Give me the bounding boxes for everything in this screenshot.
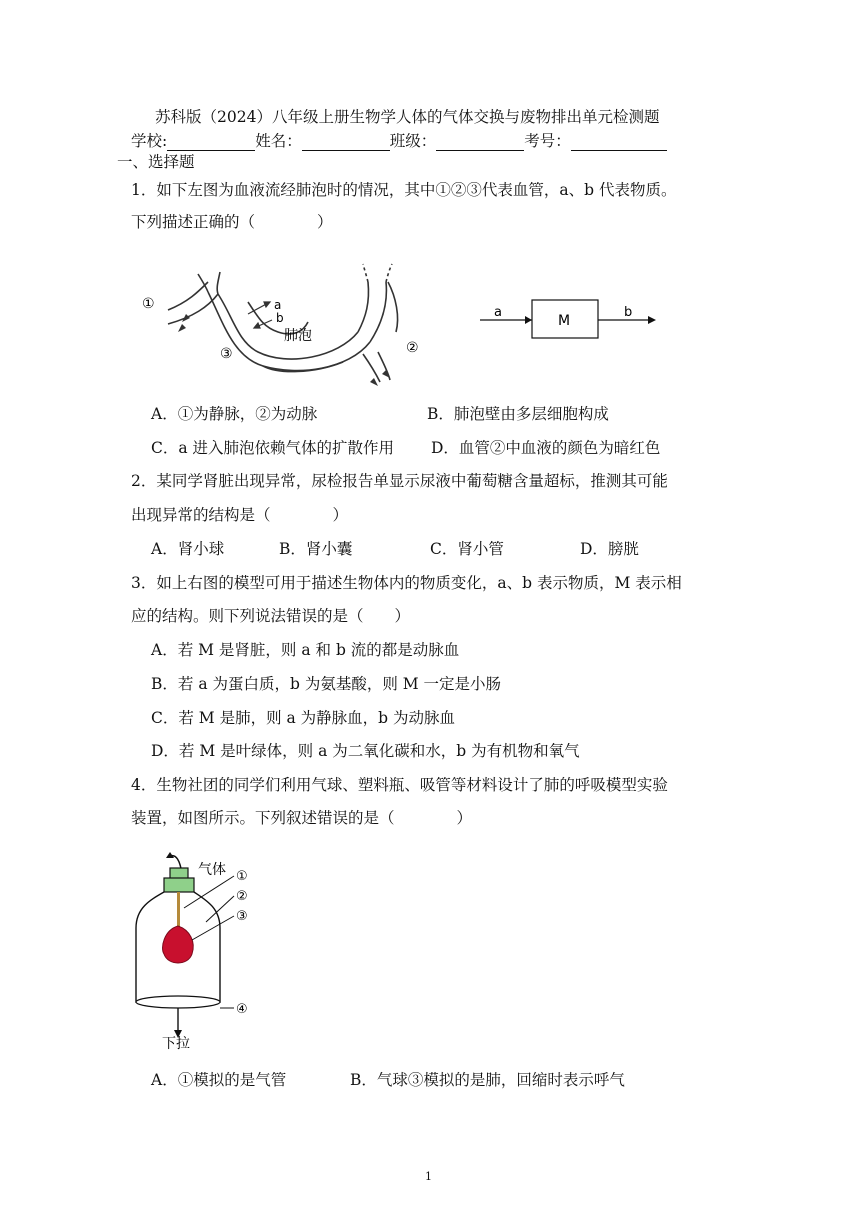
fig4-label-4: ④: [236, 1002, 248, 1017]
fig1-label-1: ①: [142, 296, 155, 312]
model-label-a: a: [494, 305, 502, 320]
q1-stem-line2: 下列描述正确的（ ）: [131, 213, 333, 231]
fig1-label-alveolus: 肺泡: [284, 328, 312, 344]
student-info-row: [131, 131, 667, 151]
q4-option-b: B．气球③模拟的是肺，回缩时表示呼气: [350, 1071, 625, 1089]
fig1-label-b: b: [276, 311, 284, 325]
q4-option-a: A．①模拟的是气管: [151, 1071, 287, 1089]
name-label: 姓名：: [255, 132, 302, 150]
q2-stem-line1: 2．某同学肾脏出现异常，尿检报告单显示尿液中葡萄糖含量超标，推测其可能: [131, 472, 668, 490]
fig4-label-gas: 气体: [198, 862, 226, 878]
fig4-label-pull: 下拉: [162, 1036, 190, 1052]
alveolus-blood-flow-figure: [138, 262, 428, 387]
page-title: 苏科版（2024）八年级上册生物学人体的气体交换与废物排出单元检测题: [155, 108, 660, 126]
fig1-label-a: a: [274, 298, 282, 312]
school-blank[interactable]: [167, 134, 255, 151]
fig4-label-2: ②: [236, 889, 248, 904]
q2-option-c: C．肾小管: [430, 540, 504, 558]
section-heading: 一、选择题: [117, 153, 195, 171]
fig1-label-3: ③: [220, 346, 233, 362]
q3-stem-line1: 3．如上右图的模型可用于描述生物体内的物质变化，a、b 表示物质，M 表示相: [131, 574, 682, 592]
q3-option-c: C．若 M 是肺，则 a 为静脉血，b 为动脉血: [151, 709, 456, 727]
fig4-label-3: ③: [236, 909, 248, 924]
q3-option-d: D．若 M 是叶绿体，则 a 为二氧化碳和水，b 为有机物和氧气: [151, 742, 580, 760]
fig4-label-1: ①: [236, 869, 248, 884]
q2-option-a: A．肾小球: [151, 540, 225, 558]
q2-option-d: D．膀胱: [580, 540, 639, 558]
model-label-b: b: [624, 305, 633, 320]
q3-stem-line2: 应的结构。则下列说法错误的是（ ）: [131, 607, 411, 625]
page-number: 1: [425, 1170, 432, 1183]
q2-option-b: B．肾小囊: [279, 540, 353, 558]
fig1-label-2: ②: [406, 340, 419, 356]
q1-option-b: B．肺泡壁由多层细胞构成: [427, 405, 609, 423]
q2-stem-line2: 出现异常的结构是（ ）: [131, 506, 349, 524]
class-label: 班级：: [389, 132, 437, 150]
q3-option-a: A．若 M 是肾脏，则 a 和 b 流的都是动脉血: [151, 641, 460, 659]
q1-option-a: A．①为静脉，②为动脉: [151, 405, 318, 423]
m-model-figure: [480, 296, 660, 340]
school-label: 学校:: [131, 132, 168, 150]
number-label: 考号：: [524, 132, 571, 150]
model-label-m: M: [558, 313, 571, 329]
q3-option-b: B．若 a 为蛋白质，b 为氨基酸，则 M 一定是小肠: [151, 675, 502, 693]
q4-stem-line1: 4．生物社团的同学们利用气球、塑料瓶、吸管等材料设计了肺的呼吸模型实验: [131, 776, 668, 794]
q1-stem-line1: 1．如下左图为血液流经肺泡时的情况，其中①②③代表血管，a、b 代表物质。: [131, 181, 677, 199]
q4-stem-line2: 装置，如图所示。下列叙述错误的是（ ）: [131, 809, 473, 827]
class-blank[interactable]: [436, 134, 524, 151]
number-blank[interactable]: [571, 134, 667, 151]
q1-option-c: C．a 进入肺泡依赖气体的扩散作用: [151, 439, 395, 457]
q1-option-d: D．血管②中血液的颜色为暗红色: [431, 439, 661, 457]
lung-model-figure: [126, 842, 276, 1052]
name-blank[interactable]: [302, 134, 390, 151]
